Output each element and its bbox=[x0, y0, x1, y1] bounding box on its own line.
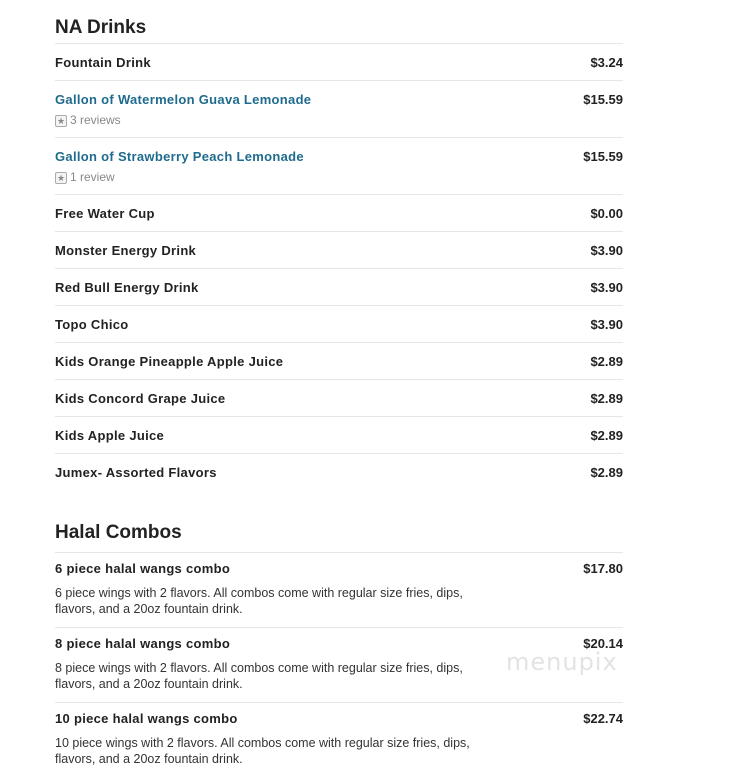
section-title-halal-combos: Halal Combos bbox=[55, 513, 623, 553]
item-price: $3.90 bbox=[590, 243, 623, 258]
item-name-link[interactable]: Gallon of Watermelon Guava Lemonade bbox=[55, 92, 312, 107]
item-price: $2.89 bbox=[590, 354, 623, 369]
menu-item bbox=[55, 343, 623, 380]
menu-item bbox=[55, 553, 623, 628]
item-name: 8 piece halal wangs combo bbox=[55, 636, 231, 651]
menu-item bbox=[55, 138, 623, 195]
item-price: $15.59 bbox=[583, 149, 623, 164]
menu-item bbox=[55, 454, 623, 491]
item-price: $22.74 bbox=[583, 711, 623, 726]
menu-item bbox=[55, 269, 623, 306]
menu-item bbox=[55, 417, 623, 454]
menu-item bbox=[55, 232, 623, 269]
item-name: Kids Orange Pineapple Apple Juice bbox=[55, 354, 284, 369]
star-icon: ★ bbox=[56, 115, 66, 126]
item-price: $15.59 bbox=[583, 92, 623, 107]
item-price: $17.80 bbox=[583, 561, 623, 576]
item-price: $2.89 bbox=[590, 391, 623, 406]
menu-item bbox=[55, 195, 623, 232]
item-price: $2.89 bbox=[590, 428, 623, 443]
item-name: Kids Concord Grape Juice bbox=[55, 391, 226, 406]
item-name: Monster Energy Drink bbox=[55, 243, 197, 258]
item-price: $0.00 bbox=[590, 206, 623, 221]
section-title-na-drinks: NA Drinks bbox=[55, 0, 623, 44]
item-price: $2.89 bbox=[590, 465, 623, 480]
watermark-logo: menupix bbox=[506, 648, 618, 676]
menu-item bbox=[55, 44, 623, 81]
item-name: Fountain Drink bbox=[55, 55, 151, 70]
star-icon: ★ bbox=[56, 172, 66, 183]
menu-item bbox=[55, 306, 623, 343]
menu-item bbox=[55, 81, 623, 138]
item-name: 6 piece halal wangs combo bbox=[55, 561, 231, 576]
item-price: $3.90 bbox=[590, 280, 623, 295]
item-price: $3.90 bbox=[590, 317, 623, 332]
item-name: Free Water Cup bbox=[55, 206, 155, 221]
item-description: 6 piece wings with 2 flavors. All combos come with regular size fries, dips, flavors, and a 20oz fountain drink. bbox=[55, 586, 463, 616]
reviews-count: 1 review bbox=[70, 170, 115, 184]
menu-item bbox=[55, 380, 623, 417]
item-name: Jumex- Assorted Flavors bbox=[55, 465, 217, 480]
item-name-link[interactable]: Gallon of Strawberry Peach Lemonade bbox=[55, 149, 304, 164]
reviews-link[interactable] bbox=[55, 114, 623, 127]
reviews-link[interactable] bbox=[55, 171, 623, 184]
item-price: $3.24 bbox=[590, 55, 623, 70]
reviews-count: 3 reviews bbox=[70, 113, 121, 127]
item-price: $20.14 bbox=[583, 636, 623, 651]
item-description: 8 piece wings with 2 flavors. All combos come with regular size fries, dips, flavors, and a 20oz fountain drink. bbox=[55, 661, 463, 691]
item-name: 10 piece halal wangs combo bbox=[55, 711, 238, 726]
item-name: Topo Chico bbox=[55, 317, 129, 332]
item-name: Red Bull Energy Drink bbox=[55, 280, 199, 295]
menu-item bbox=[55, 703, 623, 777]
item-name: Kids Apple Juice bbox=[55, 428, 165, 443]
item-description: 10 piece wings with 2 flavors. All combos come with regular size fries, dips, flavors, and a 20oz fountain drink. bbox=[55, 736, 470, 766]
